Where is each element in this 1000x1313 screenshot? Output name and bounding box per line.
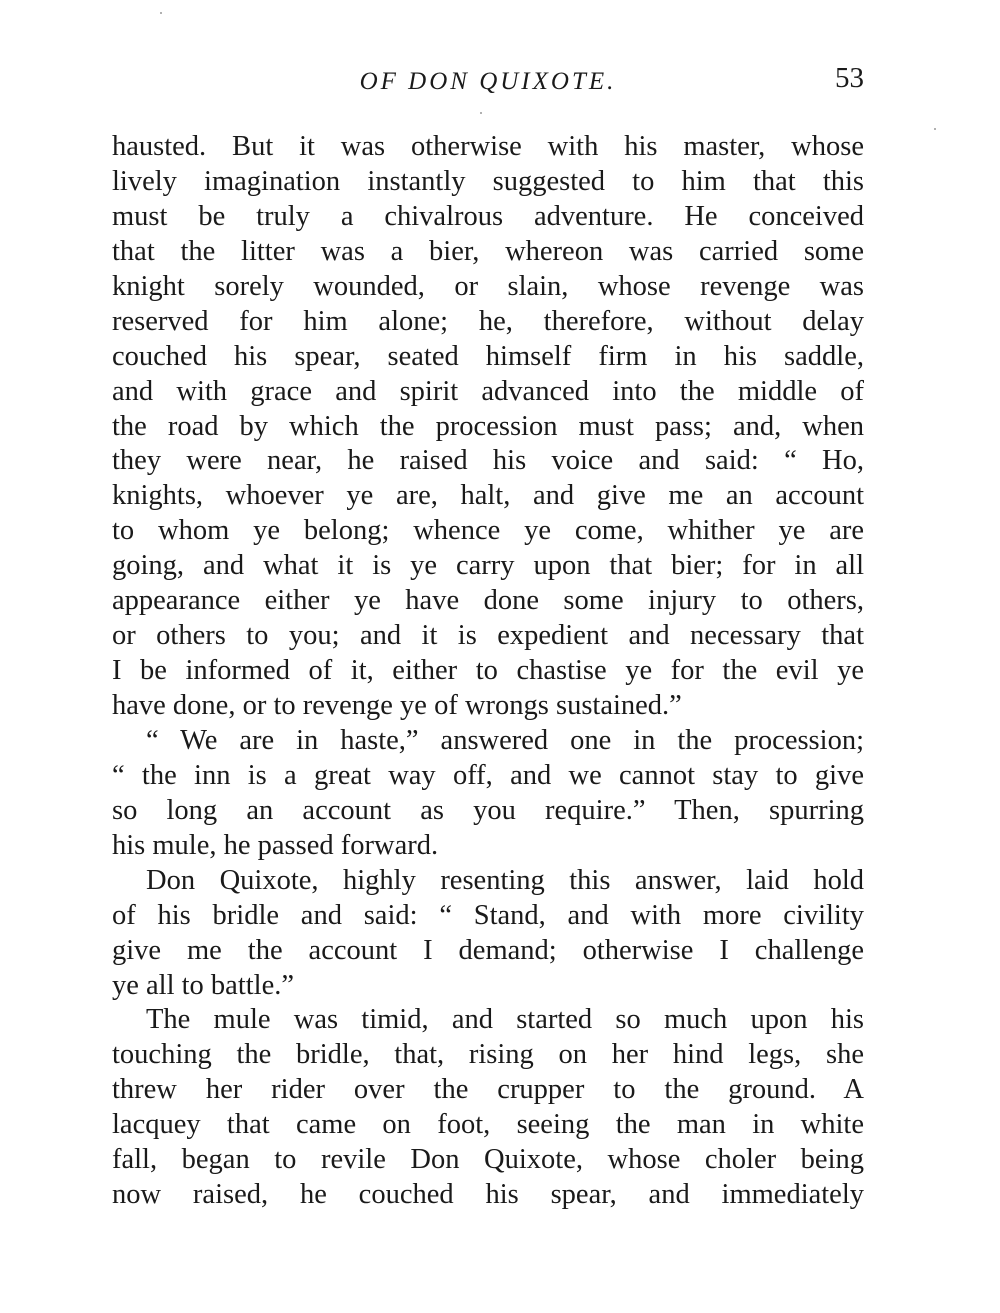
text-line: couched his spear, seated himself firm in his saddle,: [112, 340, 864, 372]
text-line: they were near, he raised his voice and said: “ Ho,: [112, 445, 864, 477]
text-line: reserved for him alone; he, therefore, without delay: [112, 305, 864, 337]
text-line: of his bridle and said: “ Stand, and with more civility: [112, 899, 864, 931]
text-line: threw her rider over the crupper to the ground. A: [112, 1074, 864, 1106]
text-line: “ We are in haste,” answered one in the procession;: [146, 724, 864, 756]
text-line: The mule was timid, and started so much upon his: [146, 1004, 864, 1036]
text-line: Don Quixote, highly resenting this answer, laid hold: [146, 864, 864, 896]
text-line: his mule, he passed forward.: [112, 829, 439, 861]
text-line: that the litter was a bier, whereon was carried some: [112, 235, 864, 267]
running-head: [112, 62, 864, 102]
body-text: [112, 130, 864, 1213]
running-title: OF DON QUIXOTE.: [359, 68, 617, 95]
text-line: “ the inn is a great way off, and we cannot stay to give: [112, 759, 864, 791]
paper-speck: [160, 12, 162, 14]
text-line: now raised, he couched his spear, and immediately: [112, 1179, 864, 1211]
text-line: lacquey that came on foot, seeing the man in white: [112, 1109, 864, 1141]
text-line: fall, began to revile Don Quixote, whose choler being: [112, 1144, 864, 1176]
text-line: knights, whoever ye are, halt, and give me an account: [112, 480, 864, 512]
page-number: 53: [835, 62, 864, 94]
text-line: and with grace and spirit advanced into the middle of: [112, 375, 864, 407]
text-line: ye all to battle.”: [112, 969, 295, 1001]
text-line: the road by which the procession must pass; and, when: [112, 410, 864, 442]
text-line: touching the bridle, that, rising on her hind legs, she: [112, 1039, 864, 1071]
text-line: must be truly a chivalrous adventure. He conceived: [112, 200, 864, 232]
text-line: lively imagination instantly suggested to him that this: [112, 165, 864, 197]
text-line: have done, or to revenge ye of wrongs sustained.”: [112, 690, 682, 721]
text-line: give me the account I demand; otherwise I challenge: [112, 934, 864, 966]
text-line: so long an account as you require.” Then, spurring: [112, 794, 864, 826]
text-line: knight sorely wounded, or slain, whose revenge was: [112, 270, 864, 302]
text-line: I be informed of it, either to chastise ye for the evil ye: [112, 655, 864, 687]
text-line: or others to you; and it is expedient and necessary that: [112, 620, 864, 652]
text-line: going, and what it is ye carry upon that bier; for in all: [112, 550, 864, 582]
text-line: hausted. But it was otherwise with his master, whose: [112, 131, 864, 162]
paper-speck: [934, 128, 936, 130]
text-line: appearance either ye have done some injury to others,: [112, 585, 864, 617]
text-line: to whom ye belong; whence ye come, whither ye are: [112, 515, 864, 547]
paper-speck: [480, 112, 482, 114]
